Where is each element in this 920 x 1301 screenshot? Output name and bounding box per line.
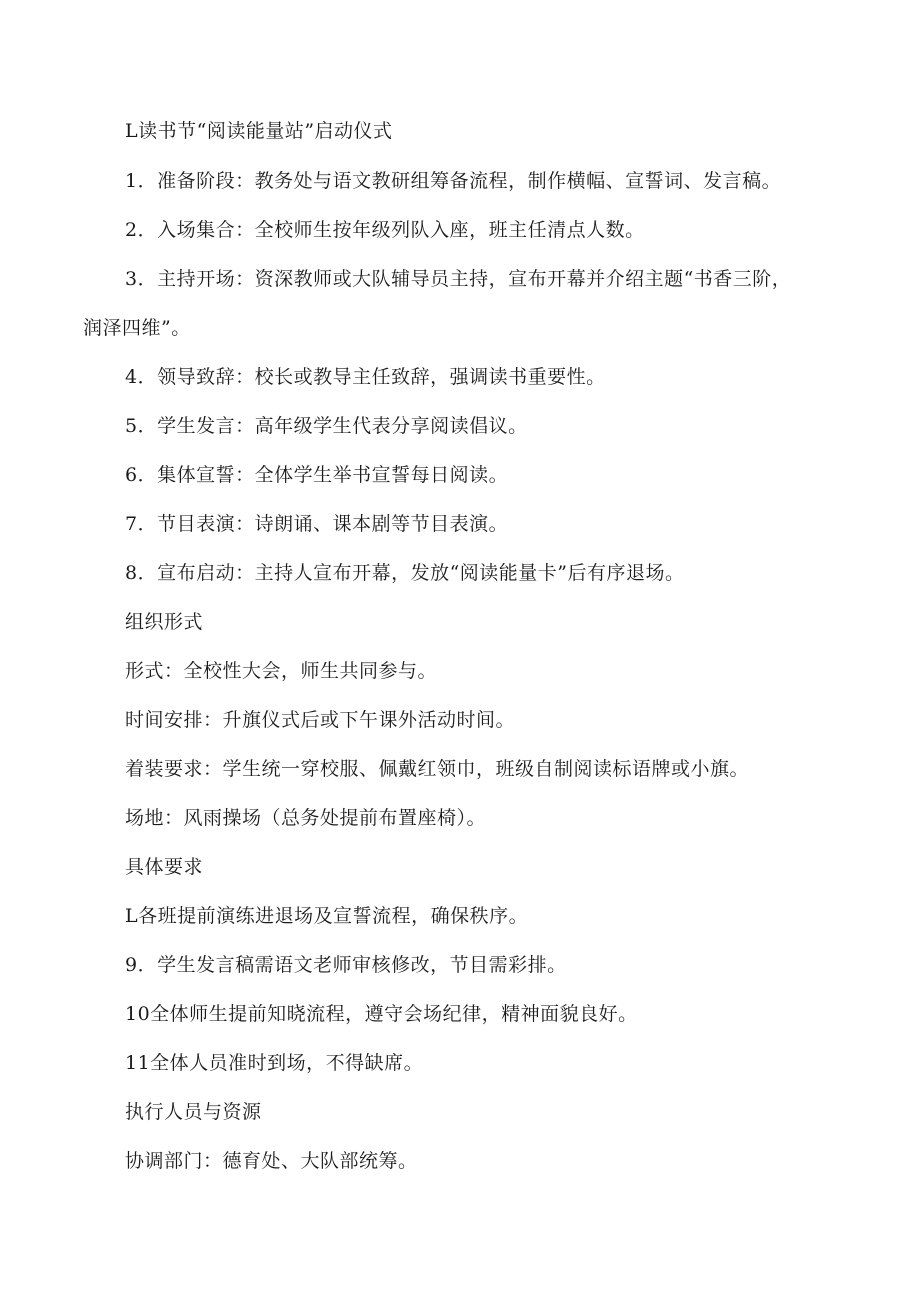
- section-heading-organization: 组织形式: [125, 611, 204, 633]
- section-heading-ceremony: L读书节“阅读能量站”启动仪式: [125, 120, 393, 142]
- paragraph: 场地：风雨操场（总务处提前布置座椅）。: [125, 807, 487, 829]
- list-item-continuation: 润泽四维”。: [83, 317, 191, 339]
- section-heading-requirements: 具体要求: [125, 856, 204, 878]
- list-item: 3．主持开场：资深教师或大队辅导员主持，宣布开幕并介绍主题“书香三阶，: [125, 268, 792, 290]
- list-item: 7．节目表演：诗朗诵、课本剧等节目表演。: [125, 513, 509, 535]
- paragraph: 时间安排：升旗仪式后或下午课外活动时间。: [125, 709, 516, 731]
- list-item: 4．领导致辞：校长或教导主任致辞，强调读书重要性。: [125, 366, 606, 388]
- list-item: 1．准备阶段：教务处与语文教研组筹备流程，制作横幅、宣誓词、发言稿。: [125, 170, 782, 192]
- list-item: 9．学生发言稿需语文老师审核修改，节目需彩排。: [125, 954, 567, 976]
- paragraph: 形式：全校性大会，师生共同参与。: [125, 660, 438, 682]
- list-item: 2．入场集合：全校师生按年级列队入座，班主任清点人数。: [125, 219, 645, 241]
- paragraph: 协调部门：德育处、大队部统筹。: [125, 1150, 418, 1172]
- list-item: 10全体师生提前知晓流程，遵守会场纪律，精神面貌良好。: [125, 1003, 638, 1025]
- list-item: 8．宣布启动：主持人宣布开幕，发放“阅读能量卡”后有序退场。: [125, 562, 685, 584]
- paragraph: 着装要求：学生统一穿校服、佩戴红领巾，班级自制阅读标语牌或小旗。: [125, 758, 750, 780]
- section-heading-personnel: 执行人员与资源: [125, 1101, 262, 1123]
- list-item: 11全体人员准时到场，不得缺席。: [125, 1052, 424, 1074]
- list-item: L各班提前演练进退场及宣誓流程，确保秩序。: [125, 905, 529, 927]
- list-item: 5．学生发言：高年级学生代表分享阅读倡议。: [125, 415, 528, 437]
- list-item: 6．集体宣誓：全体学生举书宣誓每日阅读。: [125, 464, 509, 486]
